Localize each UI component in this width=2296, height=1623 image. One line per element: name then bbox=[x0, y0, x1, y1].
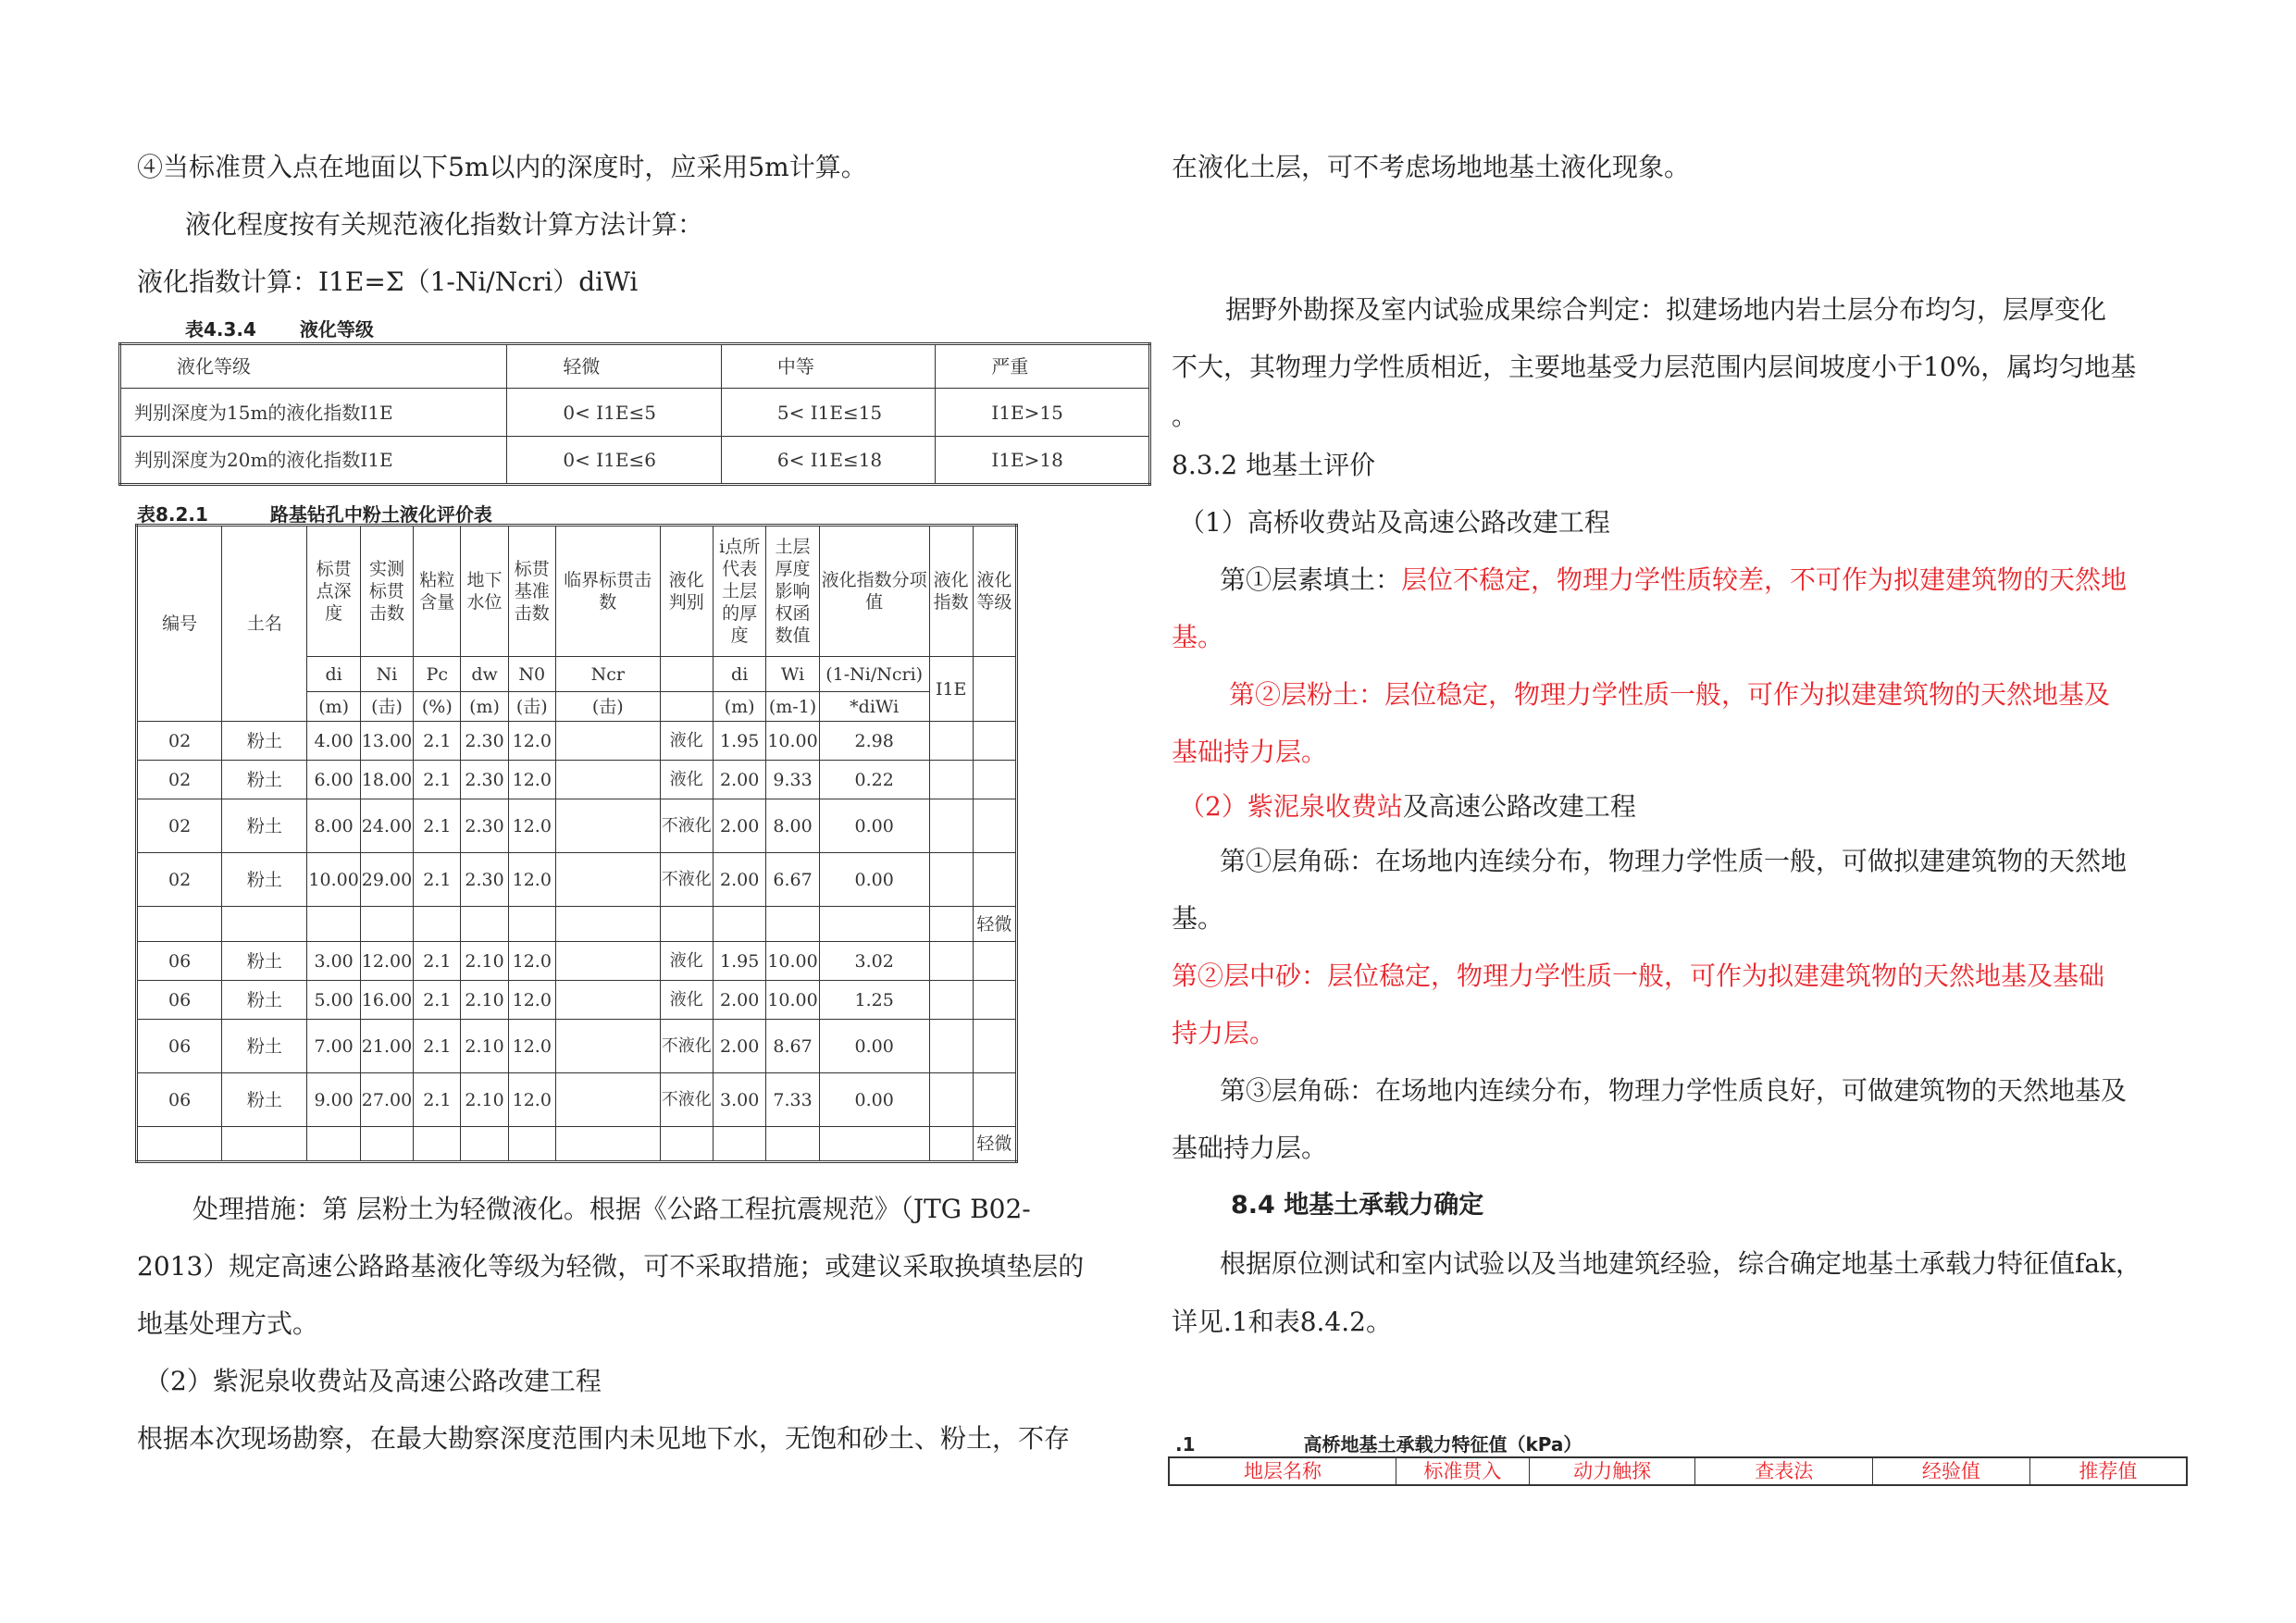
highlighted-text: （2）紫泥泉收费站 bbox=[1179, 791, 1403, 822]
table-cell: 2.1 bbox=[414, 799, 461, 853]
symbol-cell: di bbox=[713, 657, 765, 692]
table-cell: 2.98 bbox=[819, 722, 929, 761]
table-cell bbox=[929, 799, 973, 853]
paragraph: 不大，其物理力学性质相近，主要地基受力层范围内层间坡度小于10%，属均匀地基 bbox=[1172, 352, 2137, 382]
table-cell: 粉土 bbox=[222, 722, 307, 761]
table-cell: 12.0 bbox=[508, 799, 555, 853]
table-cell: 06 bbox=[137, 981, 222, 1020]
table-cell bbox=[713, 1127, 765, 1162]
table-row bbox=[137, 799, 1017, 853]
table-cell: 12.0 bbox=[508, 942, 555, 981]
table-cell: 0.00 bbox=[819, 1073, 929, 1127]
paragraph: 持力层。 bbox=[1172, 1018, 1276, 1048]
table-cell: 12.0 bbox=[508, 1073, 555, 1127]
table3-caption bbox=[1175, 1430, 1582, 1456]
symbol-cell: Wi bbox=[766, 657, 819, 692]
paragraph: 处理措施：第 层粉土为轻微液化。根据《公路工程抗震规范》（JTG B02- bbox=[192, 1194, 1031, 1224]
symbol-cell: di bbox=[307, 657, 360, 692]
table-cell bbox=[307, 907, 360, 942]
table-cell: 中等 bbox=[721, 344, 936, 389]
table-cell bbox=[929, 1073, 973, 1127]
table-row bbox=[137, 853, 1017, 907]
table-cell: 2.1 bbox=[414, 1020, 461, 1073]
paragraph: 2013）规定高速公路路基液化等级为轻微，可不采取措施；或建议采取换填垫层的 bbox=[137, 1251, 1085, 1282]
table-cell: 2.10 bbox=[461, 942, 508, 981]
table-cell bbox=[222, 907, 307, 942]
symbol-cell bbox=[660, 657, 713, 692]
table-cell: 7.00 bbox=[307, 1020, 360, 1073]
section-heading bbox=[1172, 781, 2190, 833]
table-cell bbox=[414, 907, 461, 942]
table-cell: 12.0 bbox=[508, 722, 555, 761]
paragraph: 详见.1和表8.4.2。 bbox=[1172, 1307, 1392, 1337]
paragraph: 第①层角砾：在场地内连续分布，物理力学性质一般，可做拟建建筑物的天然地 bbox=[1220, 846, 2128, 876]
table-cell: 轻微 bbox=[973, 1127, 1016, 1162]
section-heading: 8.4 地基土承载力确定 bbox=[1231, 1191, 1484, 1220]
section-heading: 8.3.2 地基土评价 bbox=[1172, 450, 1376, 480]
table-cell: 判别深度为15m的液化指数I1E bbox=[120, 389, 507, 437]
table-cell: 10.00 bbox=[766, 722, 819, 761]
table-cell bbox=[973, 799, 1016, 853]
header-cell: 液化指数分项值 bbox=[819, 526, 929, 657]
layer-label: 第①层素填土： bbox=[1220, 564, 1402, 595]
table-cell bbox=[973, 1073, 1016, 1127]
table-cell bbox=[973, 853, 1016, 907]
unit-cell: (m) bbox=[307, 692, 360, 722]
table-cell: 12.00 bbox=[360, 942, 413, 981]
paragraph: 第②层粉土：层位稳定，物理力学性质一般，可作为拟建建筑物的天然地基及 bbox=[1229, 679, 2111, 710]
left-column bbox=[137, 139, 1155, 311]
unit-cell: (%) bbox=[414, 692, 461, 722]
table-cell bbox=[929, 853, 973, 907]
paragraph: 根据原位测试和室内试验以及当地建筑经验，综合确定地基土承载力特征值fak， bbox=[1220, 1248, 2142, 1279]
highlighted-text: 层位不稳定，物理力学性质较差，不可作为拟建建筑物的天然地 bbox=[1401, 564, 2128, 595]
table-cell: 2.10 bbox=[461, 1020, 508, 1073]
unit-cell: (击) bbox=[508, 692, 555, 722]
table-row bbox=[137, 722, 1017, 761]
symbol-cell: Pc bbox=[414, 657, 461, 692]
symbol-cell: dw bbox=[461, 657, 508, 692]
table-cell bbox=[660, 907, 713, 942]
table-cell: 0.22 bbox=[819, 761, 929, 799]
table-cell bbox=[929, 907, 973, 942]
table-body bbox=[137, 722, 1017, 1162]
table-cell: 判别深度为20m的液化指数I1E bbox=[120, 437, 507, 485]
table-cell bbox=[555, 981, 660, 1020]
table-cell: 不液化 bbox=[660, 799, 713, 853]
table-cell bbox=[414, 1127, 461, 1162]
paragraph: 基础持力层。 bbox=[1172, 1133, 1328, 1163]
table3-caption-title: 高桥地基土承载力特征值（kPa） bbox=[1303, 1433, 1582, 1456]
table-cell: 2.30 bbox=[461, 799, 508, 853]
unit-cell: (m) bbox=[461, 692, 508, 722]
table-cell: 0.00 bbox=[819, 853, 929, 907]
table-cell: 18.00 bbox=[360, 761, 413, 799]
paragraph: 在液化土层，可不考虑场地地基土液化现象。 bbox=[1172, 152, 1691, 182]
unit-cell: *diWi bbox=[819, 692, 929, 722]
table-cell: 粉土 bbox=[222, 853, 307, 907]
table-cell bbox=[508, 1127, 555, 1162]
table-cell: 推荐值 bbox=[2029, 1457, 2187, 1485]
table-cell: 3.00 bbox=[713, 1073, 765, 1127]
table-cell: 2.1 bbox=[414, 981, 461, 1020]
table-row bbox=[137, 1020, 1017, 1073]
table-cell bbox=[555, 799, 660, 853]
bearing-capacity-table bbox=[1168, 1456, 2188, 1486]
table-cell bbox=[819, 907, 929, 942]
table-cell: 10.00 bbox=[766, 981, 819, 1020]
table-cell: 液化 bbox=[660, 942, 713, 981]
table-cell bbox=[555, 853, 660, 907]
table-cell: 2.30 bbox=[461, 853, 508, 907]
table-cell: 2.1 bbox=[414, 1073, 461, 1127]
table-cell: 粉土 bbox=[222, 1073, 307, 1127]
table-cell: 06 bbox=[137, 942, 222, 981]
right-column bbox=[1172, 139, 2190, 1351]
table-cell bbox=[360, 907, 413, 942]
table-cell: 轻微 bbox=[973, 907, 1016, 942]
table-cell: 7.33 bbox=[766, 1073, 819, 1127]
paragraph bbox=[1172, 551, 2190, 609]
table-cell: 2.30 bbox=[461, 722, 508, 761]
table-cell: 液化 bbox=[660, 722, 713, 761]
table-cell: 粉土 bbox=[222, 1020, 307, 1073]
table-cell bbox=[555, 907, 660, 942]
liquefaction-grade-table bbox=[118, 342, 1151, 486]
table-cell: 5< I1E≤15 bbox=[721, 389, 936, 437]
table-cell: 9.33 bbox=[766, 761, 819, 799]
table-cell: 0< I1E≤5 bbox=[507, 389, 721, 437]
table-cell: 不液化 bbox=[660, 853, 713, 907]
table-cell: 02 bbox=[137, 799, 222, 853]
table-cell: 27.00 bbox=[360, 1073, 413, 1127]
unit-cell: (击) bbox=[360, 692, 413, 722]
table-cell: 液化 bbox=[660, 981, 713, 1020]
table-cell bbox=[929, 1127, 973, 1162]
table-cell bbox=[929, 761, 973, 799]
table-row bbox=[137, 942, 1017, 981]
table-cell: 0< I1E≤6 bbox=[507, 437, 721, 485]
table-cell: 2.00 bbox=[713, 799, 765, 853]
header-cell: 临界标贯击数 bbox=[555, 526, 660, 657]
table-cell bbox=[555, 942, 660, 981]
table-cell: 动力触探 bbox=[1529, 1457, 1695, 1485]
table-header-row bbox=[1169, 1457, 2187, 1485]
table-cell bbox=[929, 942, 973, 981]
table-cell bbox=[555, 1127, 660, 1162]
table-cell bbox=[555, 722, 660, 761]
table1-caption bbox=[185, 315, 374, 341]
unit-cell bbox=[660, 692, 713, 722]
table-cell: 12.0 bbox=[508, 853, 555, 907]
table-cell: 21.00 bbox=[360, 1020, 413, 1073]
paragraph: 液化程度按有关规范液化指数计算方法计算： bbox=[185, 209, 704, 240]
table-cell: 3.02 bbox=[819, 942, 929, 981]
table-cell bbox=[929, 722, 973, 761]
table-cell: 8.67 bbox=[766, 1020, 819, 1073]
header-cell: 地下水位 bbox=[461, 526, 508, 657]
table2-caption bbox=[137, 500, 492, 527]
table-cell bbox=[929, 981, 973, 1020]
empty-cell bbox=[973, 657, 1016, 722]
header-cell: 液化等级 bbox=[973, 526, 1016, 657]
header-cell: 标贯基准击数 bbox=[508, 526, 555, 657]
table-cell: 2.10 bbox=[461, 1073, 508, 1127]
table-cell: 02 bbox=[137, 761, 222, 799]
header-cell: 标贯点深度 bbox=[307, 526, 360, 657]
paragraph: 根据本次现场勘察，在最大勘察深度范围内未见地下水，无饱和砂土、粉土，不存 bbox=[137, 1423, 1071, 1454]
table-cell: 2.00 bbox=[713, 853, 765, 907]
table-cell: 1.95 bbox=[713, 942, 765, 981]
symbol-cell: N0 bbox=[508, 657, 555, 692]
header-cell: 液化判别 bbox=[660, 526, 713, 657]
header-cell: 编号 bbox=[137, 526, 222, 722]
table-cell: 不液化 bbox=[660, 1020, 713, 1073]
table-cell: 8.00 bbox=[307, 799, 360, 853]
table-cell: 6.67 bbox=[766, 853, 819, 907]
table-cell bbox=[819, 1127, 929, 1162]
table-cell: 2.00 bbox=[713, 981, 765, 1020]
paragraph: 第②层中砂：层位稳定，物理力学性质一般，可作为拟建建筑物的天然地基及基础 bbox=[1172, 960, 2105, 991]
unit-cell: (m) bbox=[713, 692, 765, 722]
silt-liquefaction-table bbox=[135, 524, 1018, 1163]
table-cell bbox=[973, 761, 1016, 799]
table-cell bbox=[973, 722, 1016, 761]
table-cell: I1E>18 bbox=[936, 437, 1150, 485]
table-row bbox=[137, 907, 1017, 942]
table-cell bbox=[222, 1127, 307, 1162]
table-cell: 12.0 bbox=[508, 761, 555, 799]
section-heading: （1）高桥收费站及高速公路改建工程 bbox=[1179, 507, 1610, 538]
table-cell: 2.1 bbox=[414, 853, 461, 907]
table-cell: 液化 bbox=[660, 761, 713, 799]
header-cell: 土名 bbox=[222, 526, 307, 722]
table-cell: 2.00 bbox=[713, 761, 765, 799]
header-cell: 土层厚度影响权函数值 bbox=[766, 526, 819, 657]
table-cell: 02 bbox=[137, 722, 222, 761]
table-row bbox=[137, 981, 1017, 1020]
table-cell: 粉土 bbox=[222, 942, 307, 981]
paragraph: ④当标准贯入点在地面以下5m以内的深度时，应采用5m计算。 bbox=[137, 152, 867, 182]
table-cell: 2.30 bbox=[461, 761, 508, 799]
table-cell: 粉土 bbox=[222, 981, 307, 1020]
table-cell: 2.00 bbox=[713, 1020, 765, 1073]
unit-cell: (m-1) bbox=[766, 692, 819, 722]
table-cell: 地层名称 bbox=[1169, 1457, 1396, 1485]
header-cell: i点所代表土层的厚度 bbox=[713, 526, 765, 657]
table-cell: 严重 bbox=[936, 344, 1150, 389]
table-cell: 10.00 bbox=[766, 942, 819, 981]
table-cell bbox=[137, 1127, 222, 1162]
table-cell: 4.00 bbox=[307, 722, 360, 761]
table-cell bbox=[360, 1127, 413, 1162]
symbol-cell: Ncr bbox=[555, 657, 660, 692]
header-cell: 液化指数 bbox=[929, 526, 973, 657]
table-cell bbox=[713, 907, 765, 942]
symbol-cell: Ni bbox=[360, 657, 413, 692]
table-cell: 粉土 bbox=[222, 799, 307, 853]
header-cell: 粘粒含量 bbox=[414, 526, 461, 657]
table-cell: 13.00 bbox=[360, 722, 413, 761]
table-row bbox=[120, 437, 1150, 485]
table-row bbox=[137, 761, 1017, 799]
table-cell: 1.25 bbox=[819, 981, 929, 1020]
table-cell: 轻微 bbox=[507, 344, 721, 389]
table-cell: 0.00 bbox=[819, 1020, 929, 1073]
table-row bbox=[137, 1073, 1017, 1127]
table-cell bbox=[555, 1020, 660, 1073]
table-header-row bbox=[120, 344, 1150, 389]
section-heading: （2）紫泥泉收费站及高速公路改建工程 bbox=[144, 1366, 602, 1396]
table-cell: I1E>15 bbox=[936, 389, 1150, 437]
paragraph: 基。 bbox=[1172, 903, 1224, 934]
left-column-lower bbox=[137, 1181, 1155, 1468]
heading-text: 及高速公路改建工程 bbox=[1402, 791, 1636, 822]
table-cell: 3.00 bbox=[307, 942, 360, 981]
table-cell: 5.00 bbox=[307, 981, 360, 1020]
table-cell bbox=[973, 981, 1016, 1020]
table-cell bbox=[766, 907, 819, 942]
table-cell: 2.1 bbox=[414, 761, 461, 799]
table-cell: 06 bbox=[137, 1073, 222, 1127]
paragraph: 第③层角砾：在场地内连续分布，物理力学性质良好，可做建筑物的天然地基及 bbox=[1220, 1075, 2128, 1106]
table-cell bbox=[307, 1127, 360, 1162]
table-row bbox=[120, 389, 1150, 437]
table-cell: 10.00 bbox=[307, 853, 360, 907]
table-cell: 0.00 bbox=[819, 799, 929, 853]
table-cell: 12.0 bbox=[508, 981, 555, 1020]
table-cell: 02 bbox=[137, 853, 222, 907]
formula-line: 液化指数计算：I1E=Σ（1-Ni/Ncri）diWi bbox=[137, 266, 639, 297]
table-cell bbox=[973, 1020, 1016, 1073]
table-cell bbox=[555, 1073, 660, 1127]
table-cell bbox=[508, 907, 555, 942]
table-cell: 29.00 bbox=[360, 853, 413, 907]
table2-caption-title: 路基钻孔中粉土液化评价表 bbox=[269, 503, 492, 526]
symbol-cell: I1E bbox=[929, 657, 973, 722]
paragraph: 据野外勘探及室内试验成果综合判定：拟建场地内岩土层分布均匀，层厚变化 bbox=[1225, 294, 2107, 325]
table-cell: 6.00 bbox=[307, 761, 360, 799]
table3-caption-number: .1 bbox=[1175, 1433, 1196, 1456]
table-cell bbox=[766, 1127, 819, 1162]
table2-caption-number: 表8.2.1 bbox=[137, 503, 208, 526]
table-cell bbox=[461, 1127, 508, 1162]
table-cell bbox=[660, 1127, 713, 1162]
paragraph: 基础持力层。 bbox=[1172, 737, 1328, 767]
table1-caption-number: 表4.3.4 bbox=[185, 318, 256, 341]
table-cell: 6< I1E≤18 bbox=[721, 437, 936, 485]
table-cell: 2.10 bbox=[461, 981, 508, 1020]
table1-caption-title: 液化等级 bbox=[299, 318, 374, 341]
table-cell: 标准贯入 bbox=[1396, 1457, 1530, 1485]
table-cell: 查表法 bbox=[1695, 1457, 1873, 1485]
paragraph: 地基处理方式。 bbox=[137, 1308, 319, 1339]
table-cell: 8.00 bbox=[766, 799, 819, 853]
table-cell bbox=[973, 942, 1016, 981]
table-cell: 12.0 bbox=[508, 1020, 555, 1073]
table-cell: 9.00 bbox=[307, 1073, 360, 1127]
header-cell: 实测标贯击数 bbox=[360, 526, 413, 657]
table-cell: 粉土 bbox=[222, 761, 307, 799]
paragraph: 基。 bbox=[1172, 622, 1224, 652]
table-cell: 经验值 bbox=[1873, 1457, 2030, 1485]
table-cell: 24.00 bbox=[360, 799, 413, 853]
table-cell bbox=[461, 907, 508, 942]
symbol-cell: (1-Ni/Ncri) bbox=[819, 657, 929, 692]
table-cell: 16.00 bbox=[360, 981, 413, 1020]
unit-cell: (击) bbox=[555, 692, 660, 722]
paragraph: 。 bbox=[1172, 401, 1198, 431]
table-cell bbox=[137, 907, 222, 942]
table-row bbox=[137, 1127, 1017, 1162]
table-cell bbox=[929, 1020, 973, 1073]
table-cell: 06 bbox=[137, 1020, 222, 1073]
table-cell: 2.1 bbox=[414, 722, 461, 761]
table-cell: 液化等级 bbox=[120, 344, 507, 389]
table-cell bbox=[555, 761, 660, 799]
table-cell: 1.95 bbox=[713, 722, 765, 761]
table-cell: 2.1 bbox=[414, 942, 461, 981]
table-cell: 不液化 bbox=[660, 1073, 713, 1127]
